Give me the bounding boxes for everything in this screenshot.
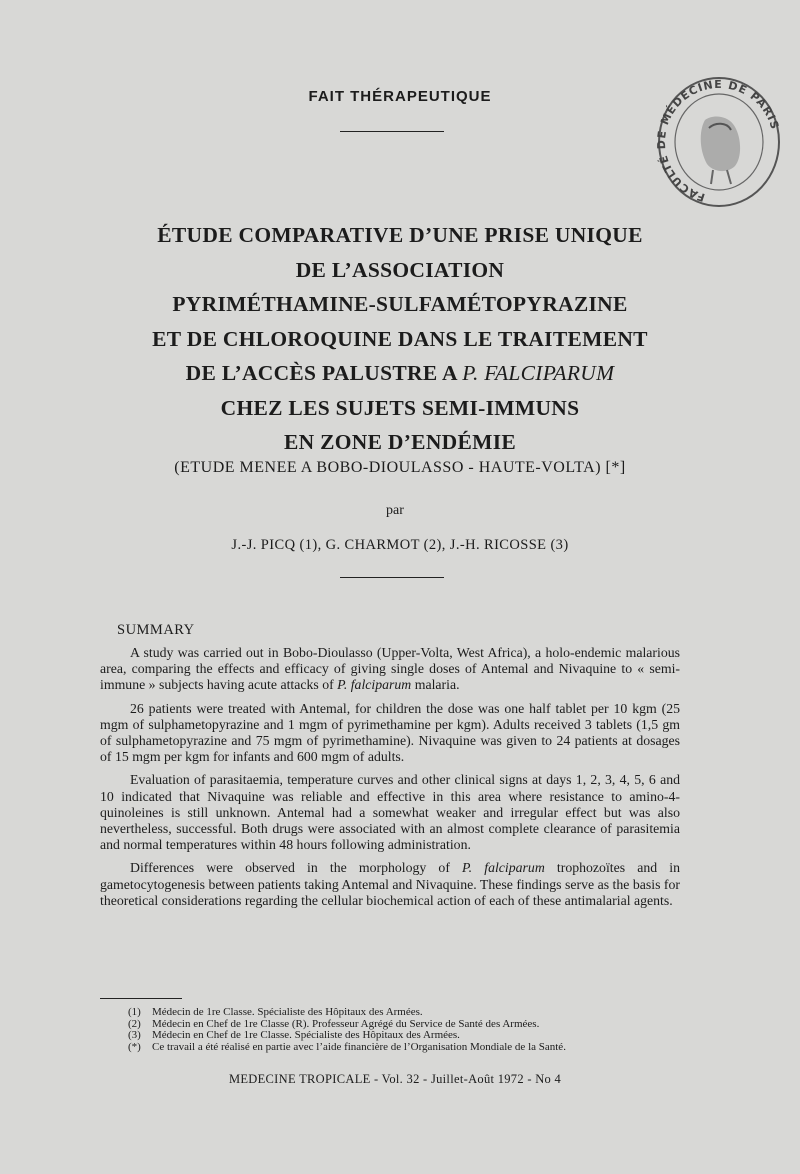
footnote-1-mark: (1) bbox=[128, 1006, 141, 1018]
summary-p4-species: P. falciparum bbox=[462, 860, 545, 876]
title-species: P. FALCIPARUM bbox=[462, 361, 615, 385]
title-line-5 bbox=[60, 356, 740, 391]
title-line-2: DE L’ASSOCIATION bbox=[295, 257, 505, 282]
article-subtitle: (ETUDE MENEE A BOBO-DIOULASSO - HAUTE-VOLTA) [*] bbox=[174, 459, 626, 476]
author-list: J.-J. PICQ (1), G. CHARMOT (2), J.-H. RICOSSE (3) bbox=[231, 537, 569, 553]
title-line-3: PYRIMÉTHAMINE-SULFAMÉTOPYRAZINE bbox=[172, 292, 628, 316]
footnote-4-mark: (*) bbox=[128, 1040, 141, 1053]
section-label: FAIT THÉRAPEUTIQUE bbox=[308, 88, 492, 105]
summary-paragraph-3: Evaluation of parasitaemia, temperature curves and other clinical signs at days 1, 2, 3, 4, 5, 6 and 10 indicated that Nivaquine was reliable and effective in this area where resistance to amino-4-quinoleines is still unknown. Antemal had a somewhat weaker and irregular effect but was also nevertheless, successful. Both drugs were associated with an almost complete clearance of parasitemia and normal temperatures within 48 hours following administration. bbox=[100, 772, 680, 853]
title-line-5-text: DE L’ACCÈS PALUSTRE A bbox=[185, 361, 463, 385]
summary-p4-text: Differences were observed in the morphology of bbox=[130, 860, 463, 876]
footnote-2-text: Médecin en Chef de 1re Classe (R). Professeur Agrégé du Service de Santé des Armées. bbox=[152, 1017, 540, 1030]
footnote-2-mark: (2) bbox=[128, 1017, 141, 1030]
footnote-rule bbox=[100, 998, 182, 999]
summary-p1-text: A study was carried out in Bobo-Dioulasso (Upper-Volta, West Africa), a holo-endemic malarious area, comparing the effects and efficacy of giving single doses of Antemal and Nivaquine to « semi-immune » subjects having acute attacks of bbox=[100, 645, 680, 693]
footnote-1-text: Médecin de 1re Classe. Spécialiste des Hôpitaux des Armées. bbox=[152, 1006, 423, 1018]
footnote-3-mark: (3) bbox=[128, 1029, 141, 1041]
footnotes bbox=[128, 1007, 688, 1053]
header-rule bbox=[340, 131, 444, 132]
byline-par: par bbox=[386, 503, 404, 518]
title-line-4: ET DE CHLOROQUINE DANS LE TRAITEMENT bbox=[152, 326, 648, 351]
summary-p1-end: malaria. bbox=[411, 677, 460, 693]
summary-p4-end: trophozoïtes and in gametocytogenesis between patients taking Antemal and Nivaquine. These findings serve as the basis for theoretical considerations regarding the cellular biochemical action of each of these antimalarial agents. bbox=[100, 860, 680, 908]
summary-body bbox=[100, 645, 680, 916]
summary-p1-species: P. falciparum bbox=[337, 677, 412, 693]
summary-paragraph-2: 26 patients were treated with Antemal, for children the dose was one half tablet per 10 kgm (25 mgm of sulphametopyrazine and 1 mgm of pyrimethamine per kgm). Adults received 3 tablets (1,5 gm of sulphametopyrazine and 75 mgm of pyrimethamine). Nivaquine was given to 24 patients at dosages of 15 mgm per kgm for infants and 600 mgm of adults. bbox=[100, 700, 680, 765]
title-line-1: ÉTUDE COMPARATIVE D’UNE PRISE UNIQUE bbox=[157, 223, 643, 247]
summary-paragraph-4 bbox=[100, 860, 680, 909]
footnote-4 bbox=[128, 1042, 688, 1054]
stamp-text: FACULTÉ DE MÉDECINE DE PARIS bbox=[655, 77, 782, 204]
summary-heading: SUMMARY bbox=[117, 622, 195, 638]
byline-rule bbox=[340, 577, 444, 578]
library-stamp-icon bbox=[655, 72, 783, 212]
footnote-3-text: Médecin en Chef de 1re Classe. Spécialiste des Hôpitaux des Armées. bbox=[152, 1029, 460, 1041]
title-line-7: EN ZONE D’ENDÉMIE bbox=[283, 430, 517, 454]
title-line-6: CHEZ LES SUJETS SEMI-IMMUNS bbox=[220, 395, 580, 420]
article-title bbox=[60, 218, 740, 460]
footnote-4-text: Ce travail a été réalisé en partie avec l’aide financière de l’Organisation Mondiale de la Santé. bbox=[152, 1040, 566, 1053]
summary-paragraph-1 bbox=[100, 645, 680, 694]
running-footer: MEDECINE TROPICALE - Vol. 32 - Juillet-Août 1972 - No 4 bbox=[228, 1072, 562, 1086]
